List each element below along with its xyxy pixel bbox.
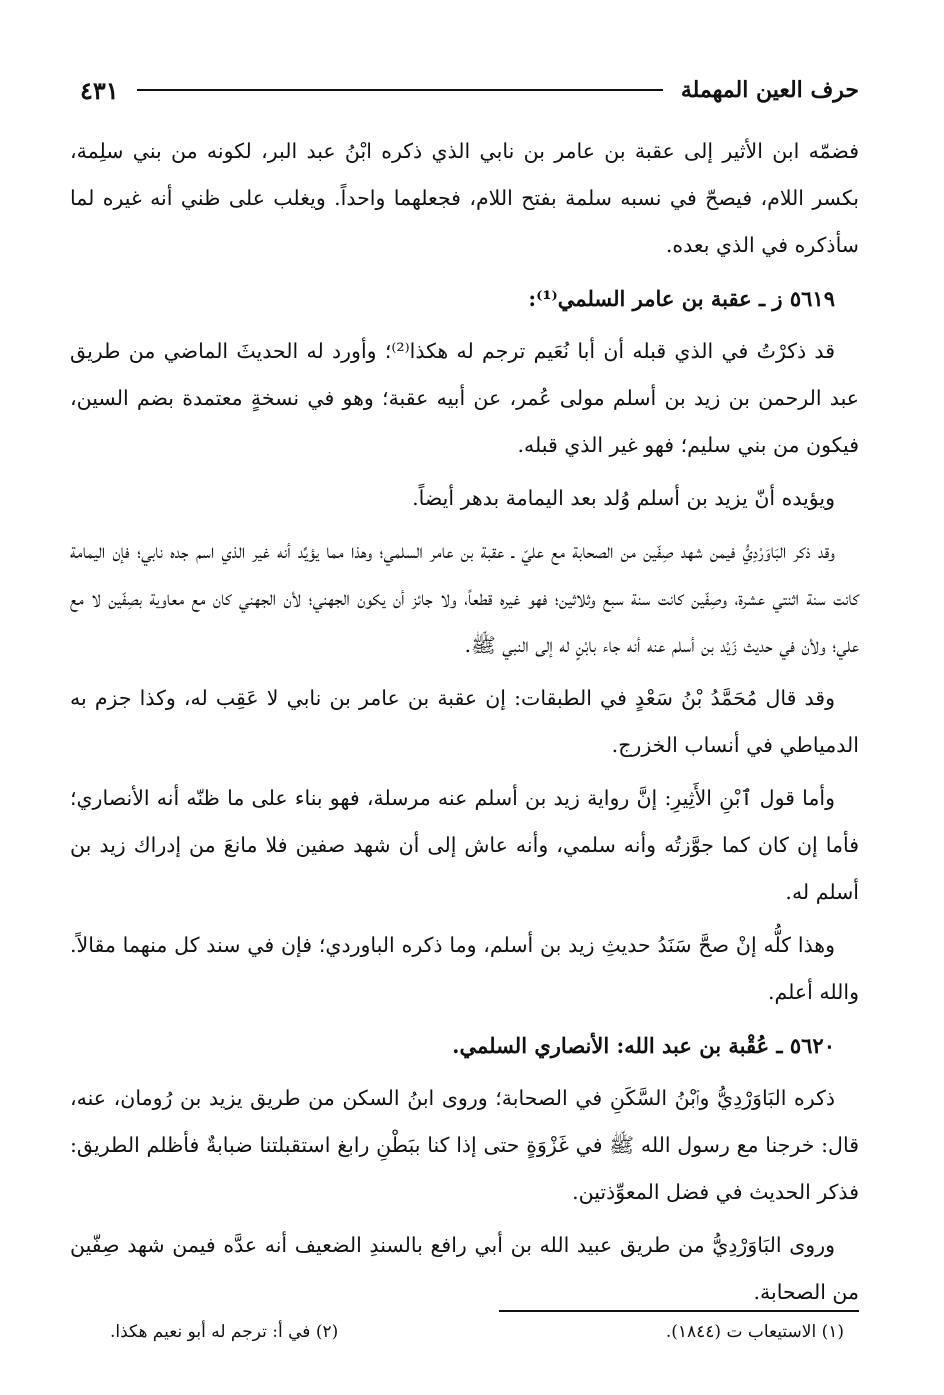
entry-title: ـ عُقْبة بن عبد الله: الأنصاري السلمي. — [452, 1033, 783, 1058]
entry-heading — [70, 275, 859, 322]
entry-heading — [70, 1022, 859, 1069]
entry-number: ٥٦١٩ — [789, 286, 835, 311]
paragraph: فضمّه ابن الأثير إلى عقبة بن عامر بن نابي الذي ذكره ابْنُ عبد البر، لكونه من بني سلِمة، بكسر اللام، فيصحّ في نسبه سلمة بفتح اللام، فجعلهما واحداً. ويغلب على ظني أنه غيره لما سأذكره في الذي بعده. — [70, 139, 859, 257]
entry-title: ز ـ عقبة بن عامر السلمي⁽¹⁾: — [528, 286, 783, 311]
page-body — [70, 128, 859, 1316]
paragraph: ويؤيده أنّ يزيد بن أسلم وُلد بعد اليمامة بدهر أيضاً. — [412, 486, 835, 510]
page-header — [80, 70, 859, 110]
paragraph: ذكره البَاوَرْدِيُّ وٱبْنُ السَّكَنِ في الصحابة؛ وروى ابنُ السكن من طريق يزيد بن رُومان، عنه، قال: خرجنا مع رسول الله ﷺ في غَزْوَةٍ حتى إذا كنا ببَطْنِ رابغ استقبلتنا ضبابةٌ فأظلم الطريق: فذكر الحديث في فضل المعوِّذتين. — [70, 1086, 859, 1204]
footnote-2: (٢) في أ: ترجم له أبو نعيم هكذا. — [110, 1322, 339, 1342]
chapter-title: حرف العين المهملة — [680, 77, 859, 103]
page-number: ٤٣١ — [80, 75, 119, 105]
paragraph: وهذا كلُّه إنْ صحَّ سَنَدُ حديثِ زيد بن أسلم، وما ذكره الباوردي؛ فإن في سند كل منهما مقالاً. والله أعلم. — [70, 933, 859, 1004]
header-rule — [137, 89, 663, 91]
entry-number: ٥٦٢٠ — [789, 1033, 835, 1058]
paragraph: وروى البَاوَرْدِيُّ من طريق عبيد الله بن أبي رافع بالسندِ الضعيف أنه عدَّه فيمن شهد صِفّين من الصحابة. — [70, 1233, 859, 1304]
paragraph: وأما قول ٱبْنِ الأَثِيرِ: إنَّ رواية زيد بن أسلم عنه مرسلة، فهو بناء على ما ظنّه أنه الأنصاري؛ فأما إن كان كما جوَّزتُه وأنه سلمي، وأنه عاش إلى أن شهد صفين فلا مانعَ من إدراك زيد بن أسلم له. — [70, 786, 859, 904]
paragraph: وقد قال مُحَمَّدُ بْنُ سَعْدٍ في الطبقات: إن عقبة بن عامر بن نابي لا عَقِب له، وكذا جزم به الدمياطي في أنساب الخزرج. — [70, 686, 859, 757]
footnote-rule — [499, 1310, 859, 1312]
footnotes — [110, 1322, 844, 1342]
paragraph: قد ذكرْتُ في الذي قبله أن أبا نُعَيم ترجم له هكذا⁽²⁾؛ وأورد له الحديثَ الماضي من طريق عبد الرحمن بن زيد بن أسلم مولى عُمر، عن أبيه عقبة؛ وهو في نسخةٍ معتمدة بضم السين، فيكون من بني سليم؛ فهو غير الذي قبله. — [70, 339, 859, 457]
paragraph: وقد ذكر البَاوَرْدِيُّ فيمن شهد صِفّين من الصحابة مع عليّ ـ عقبة بن عامر السلمي؛ وهذا مما يؤيِّد أنه غير الذي اسم جده نابي؛ فإن اليمامة كانت سنة اثنتي عشرة، وصِفّين كانت سنة سبع وثلاثين؛ فهو غيره قطعاً، ولا جائز أن يكون الجهني؛ لأن الجهني كان مع معاوية بصِفّين لا مع علي؛ ولأن في حديث زَيْد بن أسلم عنه أنه جاء بابْنٍ له إلى النبي ﷺ. — [70, 539, 859, 657]
footnote-1: (١) الاستيعاب ت (١٨٤٤). — [665, 1322, 844, 1342]
